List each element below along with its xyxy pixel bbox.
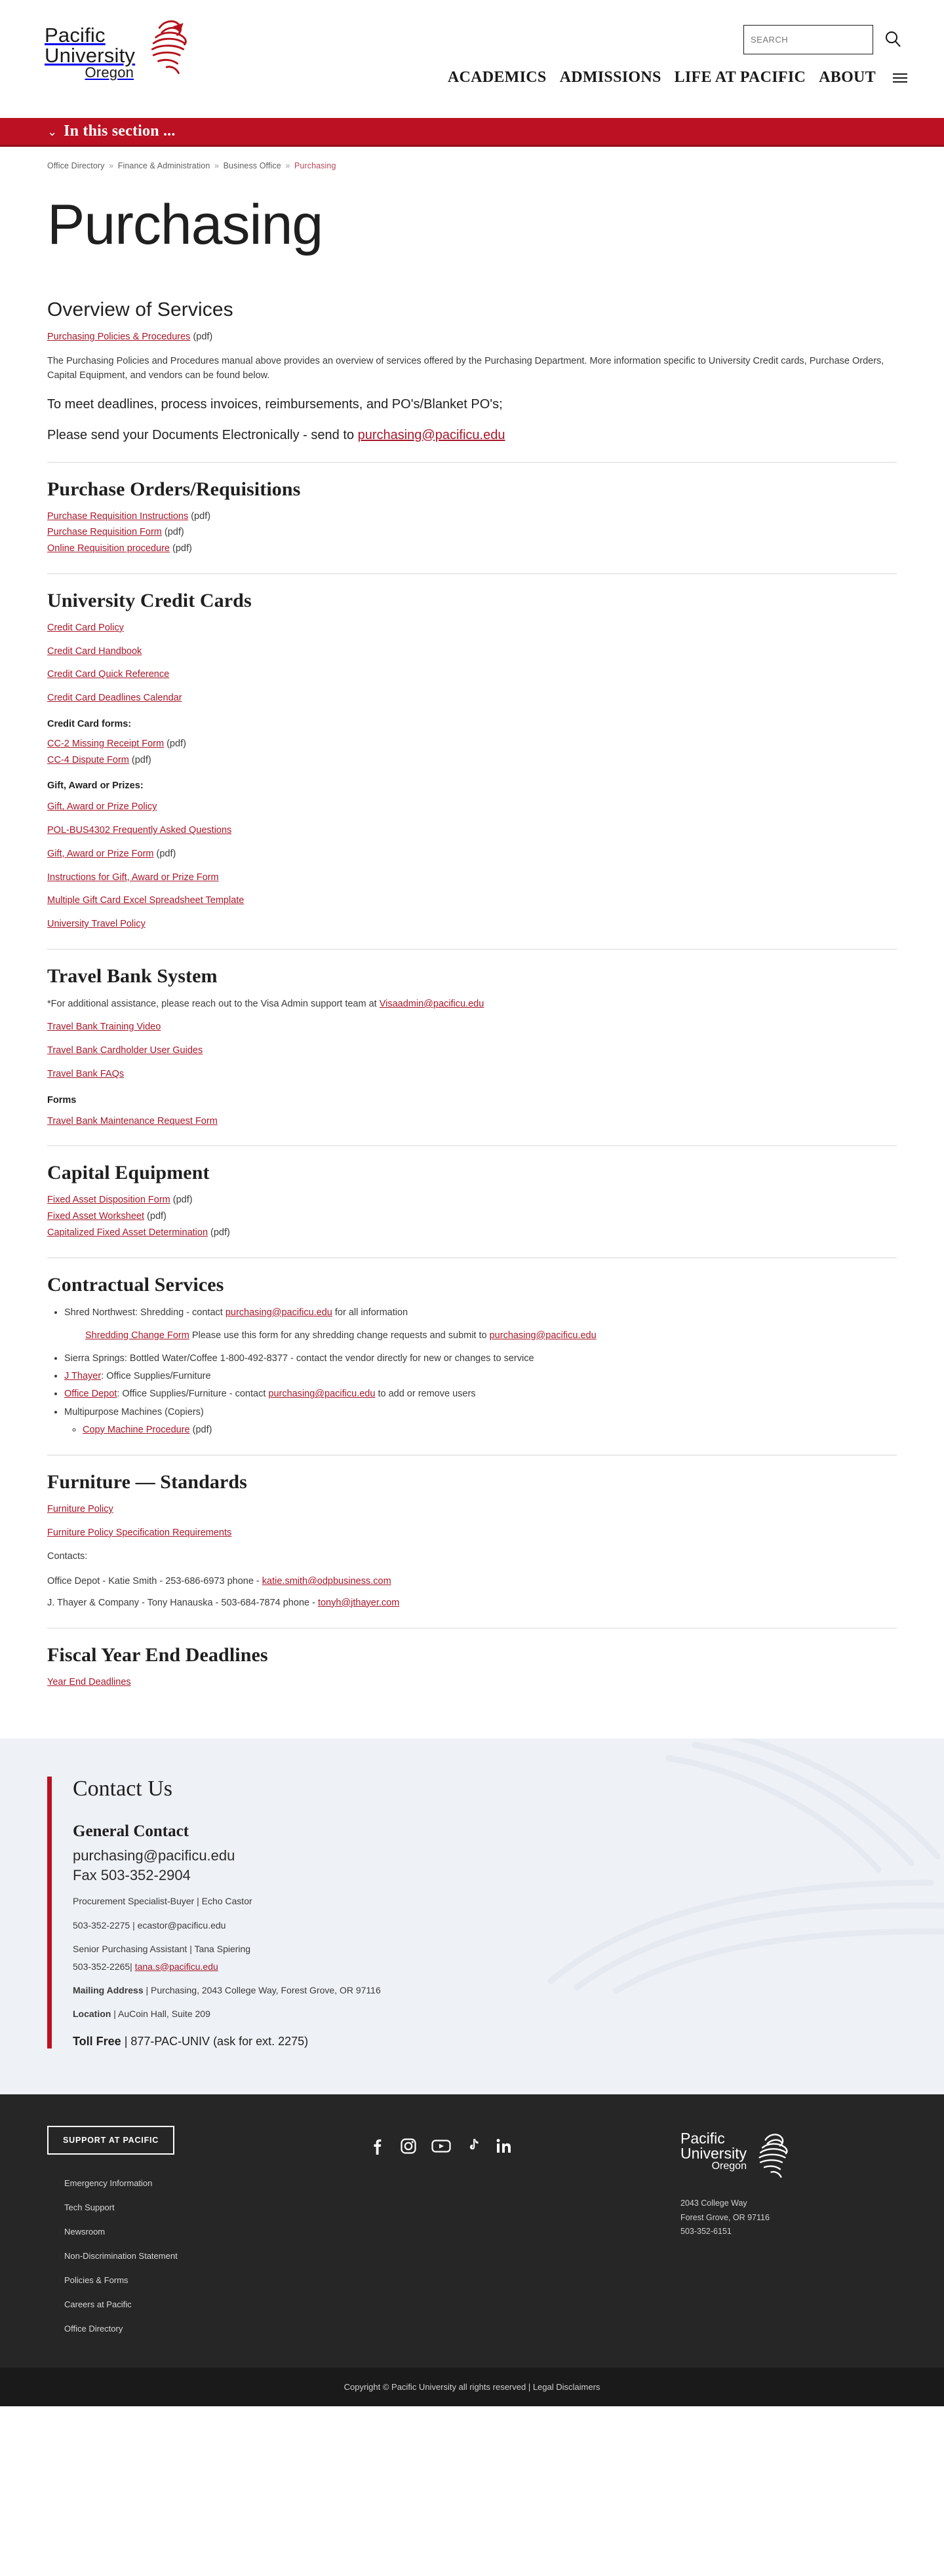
copyright-text: Copyright © Pacific University all rights reserved | — [344, 2381, 533, 2392]
overview-paragraph: The Purchasing Policies and Procedures manual above provides an overview of services offered by the Purchasing Department. More information specific to University Credit cards, Purchase Orders, Capital Equipment, and vendors can be found below. — [47, 355, 884, 381]
section-contractual-services — [47, 1274, 897, 1455]
link-shredding-change-form[interactable]: Shredding Change Form — [85, 1330, 189, 1341]
logo-line-1: Pacific — [45, 24, 106, 47]
linkedin-icon[interactable] — [496, 2138, 513, 2158]
social-links — [329, 2138, 680, 2158]
link-suffix: (pdf) — [188, 510, 211, 522]
copier-sublist — [83, 1423, 897, 1438]
link-row — [47, 526, 897, 540]
footer-link-policies-forms[interactable]: Policies & Forms — [64, 2275, 128, 2285]
contact-role-2: Senior Purchasing Assistant | Tana Spiering — [73, 1944, 251, 1955]
link-row — [47, 330, 897, 345]
copyright-bar — [0, 2368, 944, 2406]
j-thayer-suffix: : Office Supplies/Furniture — [101, 1371, 211, 1382]
link-purchasing-policies-procedures[interactable]: Purchasing Policies & Procedures — [47, 332, 191, 342]
link-purchasing-email-shred[interactable]: purchasing@pacificu.edu — [225, 1307, 332, 1318]
link-tony-hanauska-email[interactable]: tonyh@jthayer.com — [317, 1597, 400, 1608]
overview-lead-2-prefix: Please send your Documents Electronically - send to — [47, 427, 358, 442]
nav-item-about[interactable]: ABOUT — [819, 69, 876, 86]
footer-wordmark — [680, 2131, 747, 2172]
link-row — [47, 847, 897, 862]
location — [73, 2007, 637, 2021]
contact-prefix: Office Depot - Katie Smith - 253-686-6973 phone - — [47, 1575, 262, 1586]
link-suffix: (pdf) — [189, 1424, 212, 1435]
link-row — [47, 1115, 897, 1129]
multipurpose-machines-label: Multipurpose Machines (Copiers) — [64, 1406, 204, 1417]
contact-us-inner — [47, 1777, 637, 2048]
link-row — [47, 1503, 897, 1517]
list-item — [64, 1369, 897, 1384]
logo-line-3: Oregon — [85, 64, 134, 81]
link-row — [47, 691, 897, 706]
facebook-icon[interactable] — [368, 2138, 385, 2158]
link-suffix: (pdf) — [190, 332, 213, 342]
contact-email[interactable]: purchasing@pacificu.edu — [73, 1847, 235, 1864]
overview-lead-2 — [47, 426, 897, 445]
search-input[interactable] — [744, 26, 873, 54]
link-credit-card-deadlines-calendar[interactable]: Credit Card Deadlines Calendar — [47, 693, 182, 704]
footer-logo-line-1: Pacific — [680, 2129, 725, 2147]
link-suffix: (pdf) — [164, 738, 186, 749]
location-value: | AuCoin Hall, Suite 209 — [111, 2009, 210, 2020]
nav-item-admissions[interactable]: ADMISSIONS — [559, 69, 661, 86]
link-travel-bank-training-video[interactable]: Travel Bank Training Video — [47, 1022, 161, 1033]
link-row — [47, 1044, 897, 1058]
contact-role-1: Procurement Specialist-Buyer | Echo Castor — [73, 1896, 252, 1907]
footer-link-newsroom[interactable]: Newsroom — [64, 2226, 106, 2237]
office-depot-suffix: to add or remove users — [375, 1389, 476, 1400]
link-gift-award-prize-form[interactable]: Gift, Award or Prize Form — [47, 848, 154, 859]
footer-right-column — [680, 2126, 897, 2240]
heading-university-credit-cards: University Credit Cards — [47, 589, 252, 611]
link-university-travel-policy[interactable]: University Travel Policy — [47, 919, 146, 930]
link-tana-spiering-email[interactable]: tana.s@pacificu.edu — [134, 1961, 218, 1972]
heading-contractual-services: Contractual Services — [47, 1273, 224, 1296]
breadcrumb-item-finance-administration[interactable]: Finance & Administration — [117, 161, 210, 170]
section-purchase-orders — [47, 478, 897, 574]
site-footer — [0, 2094, 944, 2368]
contractual-services-list — [64, 1305, 897, 1438]
link-row — [47, 871, 897, 885]
footer-link-tech-support[interactable]: Tech Support — [64, 2202, 115, 2212]
heading-overview-of-services: Overview of Services — [47, 299, 233, 320]
link-row — [47, 800, 897, 815]
link-office-depot[interactable]: Office Depot — [64, 1389, 117, 1400]
list-item — [64, 1387, 897, 1402]
breadcrumb-item-purchasing: Purchasing — [294, 161, 336, 170]
list-item — [83, 1423, 897, 1438]
link-credit-card-handbook[interactable]: Credit Card Handbook — [47, 645, 142, 657]
link-row — [47, 1020, 897, 1035]
link-suffix: (pdf) — [170, 543, 192, 554]
footer-link-non-discrimination-statement[interactable]: Non-Discrimination Statement — [64, 2250, 178, 2261]
link-row — [47, 754, 897, 768]
footer-logo — [680, 2131, 897, 2185]
link-purchasing-email-shredding[interactable]: purchasing@pacificu.edu — [489, 1330, 597, 1341]
travel-bank-note — [47, 997, 897, 1011]
furniture-contacts-label: Contacts: — [47, 1551, 88, 1562]
mailing-address-label: Mailing Address — [73, 1984, 144, 1995]
breadcrumb-item-business-office[interactable]: Business Office — [223, 161, 281, 170]
link-row — [47, 510, 897, 524]
link-purchase-requisition-instructions[interactable]: Purchase Requisition Instructions — [47, 510, 189, 522]
support-at-pacific-button[interactable]: SUPPORT AT PACIFIC — [47, 2126, 174, 2155]
link-year-end-deadlines[interactable]: Year End Deadlines — [47, 1677, 131, 1688]
breadcrumb-separator: » — [109, 161, 114, 170]
divider — [47, 949, 897, 950]
list-item — [64, 1305, 897, 1343]
footer-grid — [47, 2126, 897, 2348]
footer-social-column — [329, 2126, 680, 2158]
section-travel-bank-system — [47, 965, 897, 1146]
link-purchasing-email[interactable]: purchasing@pacificu.edu — [357, 427, 505, 442]
chevron-down-icon: ⌄ — [47, 125, 58, 138]
list-item — [64, 1405, 897, 1438]
nav-item-academics[interactable]: ACADEMICS — [447, 69, 547, 86]
search-icon — [883, 29, 903, 48]
legal-disclaimers-link[interactable]: Legal Disclaimers — [532, 2381, 600, 2392]
footer-boxer-mascot-logo-icon — [747, 2131, 798, 2185]
link-row — [47, 1067, 897, 1082]
section-overview-of-services — [47, 299, 897, 463]
section-furniture-standards — [47, 1471, 897, 1628]
link-purchasing-email-office-depot[interactable]: purchasing@pacificu.edu — [268, 1389, 376, 1400]
link-row — [47, 737, 897, 752]
logo-wordmark — [45, 25, 135, 80]
list-item: • Sierra Springs: Bottled Water/Coffee 1-800-492-8377 - contact the vendor directly for new or changes to service — [64, 1351, 897, 1366]
link-row — [47, 824, 897, 838]
section-capital-equipment — [47, 1162, 897, 1258]
shredding-change-text: Please use this form for any shredding change requests and submit to — [189, 1330, 490, 1341]
breadcrumb — [0, 147, 944, 170]
link-suffix: (pdf) — [128, 754, 151, 765]
furniture-contact-j-thayer — [47, 1595, 897, 1611]
link-suffix: (pdf) — [170, 1195, 193, 1206]
link-pol-bus4302-faq[interactable]: POL-BUS4302 Frequently Asked Questions — [47, 825, 232, 836]
toll-free-value: | 877-PAC-UNIV (ask for ext. 2275) — [121, 2034, 309, 2048]
link-multiple-gift-card-template[interactable]: Multiple Gift Card Excel Spreadsheet Template — [47, 895, 245, 906]
footer-address-line-1: 2043 College Way — [680, 2198, 747, 2208]
heading-fiscal-year-end-deadlines: Fiscal Year End Deadlines — [47, 1644, 268, 1666]
nav-item-life-at-pacific[interactable]: LIFE AT PACIFIC — [674, 69, 806, 86]
search-box[interactable] — [743, 25, 873, 54]
site-logo[interactable] — [45, 25, 198, 83]
link-furniture-policy[interactable]: Furniture Policy — [47, 1503, 113, 1514]
tiktok-icon[interactable] — [465, 2138, 481, 2158]
instagram-icon[interactable] — [400, 2138, 417, 2158]
toll-free-label: Toll Free — [73, 2034, 121, 2048]
main-navigation — [448, 69, 907, 87]
search-submit-button[interactable] — [881, 28, 905, 51]
general-contact-heading: General Contact — [73, 1822, 189, 1840]
footer-link-emergency-information[interactable]: Emergency Information — [64, 2178, 153, 2188]
link-fixed-asset-worksheet[interactable]: Fixed Asset Worksheet — [47, 1211, 145, 1222]
link-suffix: (pdf) — [153, 848, 176, 859]
link-row — [47, 645, 897, 659]
contact-prefix: J. Thayer & Company - Tony Hanauska - 503-684-7874 phone - — [47, 1597, 318, 1608]
divider — [47, 462, 897, 463]
footer-link-careers-at-pacific[interactable]: Careers at Pacific — [64, 2299, 132, 2309]
link-capitalized-fixed-asset-determination[interactable]: Capitalized Fixed Asset Determination — [47, 1227, 208, 1238]
link-suffix: (pdf) — [208, 1227, 230, 1238]
link-cc2-missing-receipt-form[interactable]: CC-2 Missing Receipt Form — [47, 738, 165, 749]
breadcrumb-item-office-directory[interactable]: Office Directory — [47, 161, 105, 170]
in-this-section-bar[interactable] — [0, 118, 944, 147]
link-j-thayer[interactable]: J Thayer — [64, 1371, 102, 1382]
location-label: Location — [73, 2009, 111, 2020]
link-katie-smith-email[interactable]: katie.smith@odpbusiness.com — [262, 1575, 391, 1586]
footer-links — [47, 2178, 329, 2334]
subheading-credit-card-forms: Credit Card forms: — [47, 718, 132, 729]
office-depot-mid: : Office Supplies/Furniture - contact — [117, 1389, 269, 1400]
link-fixed-asset-disposition-form[interactable]: Fixed Asset Disposition Form — [47, 1195, 170, 1206]
logo-line-2: University — [45, 44, 136, 67]
section-university-credit-cards — [47, 590, 897, 950]
link-copy-machine-procedure[interactable]: Copy Machine Procedure — [83, 1424, 190, 1435]
link-online-requisition-procedure[interactable]: Online Requisition procedure — [47, 543, 170, 554]
boxer-mascot-logo-icon — [138, 17, 198, 83]
heading-furniture-standards: Furniture — Standards — [47, 1471, 247, 1493]
footer-logo-line-2: University — [680, 2144, 747, 2162]
toll-free — [73, 2035, 637, 2048]
link-visaadmin-email[interactable]: Visaadmin@pacificu.edu — [379, 998, 484, 1009]
link-travel-bank-maintenance-request-form[interactable]: Travel Bank Maintenance Request Form — [47, 1115, 218, 1126]
link-row — [47, 917, 897, 932]
footer-phone: 503-352-6151 — [680, 2227, 732, 2237]
mailing-address-value: | Purchasing, 2043 College Way, Forest Grove, OR 97116 — [143, 1984, 381, 1995]
divider — [47, 573, 897, 574]
furniture-contact-office-depot — [47, 1573, 897, 1590]
contact-role-1-details: 503-352-2275 | ecastor@pacificu.edu — [73, 1919, 226, 1931]
travel-bank-note-prefix: *For additional assistance, please reach out to the Visa Admin support team at — [47, 998, 380, 1009]
link-row — [47, 1193, 897, 1208]
heading-travel-bank-system: Travel Bank System — [47, 965, 218, 987]
in-this-section-label: In this section ... — [64, 123, 176, 140]
link-travel-bank-faqs[interactable]: Travel Bank FAQs — [47, 1068, 125, 1079]
contact-fax: Fax 503-352-2904 — [73, 1866, 191, 1883]
divider — [47, 1145, 897, 1146]
section-fiscal-year-end-deadlines — [47, 1644, 897, 1690]
page-title: Purchasing — [47, 193, 323, 256]
breadcrumb-separator: » — [285, 161, 290, 170]
site-header — [0, 0, 944, 118]
youtube-icon[interactable] — [431, 2138, 451, 2158]
link-gift-award-prize-policy[interactable]: Gift, Award or Prize Policy — [47, 801, 157, 813]
footer-link-office-directory[interactable]: Office Directory — [64, 2323, 123, 2334]
link-row — [47, 621, 897, 636]
link-credit-card-quick-reference[interactable]: Credit Card Quick Reference — [47, 669, 170, 680]
heading-purchase-orders: Purchase Orders/Requisitions — [47, 478, 301, 500]
main-content — [0, 253, 944, 1739]
breadcrumb-separator: » — [214, 161, 220, 170]
heading-capital-equipment: Capital Equipment — [47, 1162, 210, 1184]
shred-northwest-suffix: for all information — [332, 1307, 408, 1318]
link-furniture-policy-specification-requirements[interactable]: Furniture Policy Specification Requirements — [47, 1527, 232, 1538]
link-cc4-dispute-form[interactable]: CC-4 Dispute Form — [47, 754, 129, 765]
link-row — [47, 1676, 897, 1690]
link-purchase-requisition-form[interactable]: Purchase Requisition Form — [47, 527, 162, 538]
link-row — [47, 668, 897, 682]
shred-northwest-prefix: Shred Northwest: Shredding - contact — [64, 1307, 226, 1318]
contact-role-2-phone: 503-352-2265| — [73, 1961, 135, 1972]
link-suffix: (pdf) — [144, 1211, 167, 1222]
link-row — [47, 1210, 897, 1224]
link-travel-bank-cardholder-user-guides[interactable]: Travel Bank Cardholder User Guides — [47, 1045, 203, 1056]
link-suffix: (pdf) — [161, 527, 184, 538]
link-credit-card-policy[interactable]: Credit Card Policy — [47, 622, 124, 633]
contact-us-heading: Contact Us — [73, 1776, 173, 1801]
footer-address-line-2: Forest Grove, OR 97116 — [680, 2212, 770, 2222]
link-instructions-gift-award-prize-form[interactable]: Instructions for Gift, Award or Prize Form — [47, 872, 219, 883]
subheading-travel-bank-forms: Forms — [47, 1094, 77, 1105]
footer-logo-line-3: Oregon — [711, 2160, 747, 2172]
overview-lead-1: To meet deadlines, process invoices, reimbursements, and PO's/Blanket PO's; — [47, 396, 503, 412]
footer-left-column — [47, 2126, 329, 2348]
link-row — [47, 1526, 897, 1541]
hamburger-menu-icon[interactable] — [893, 73, 907, 83]
shredding-change-note — [85, 1328, 897, 1343]
contact-role-2-details — [73, 1959, 637, 1974]
subheading-gift-award-prizes: Gift, Award or Prizes: — [47, 780, 144, 792]
contact-us-panel — [0, 1739, 944, 2094]
mailing-address — [73, 1983, 637, 1997]
link-row — [47, 1226, 897, 1240]
link-row — [47, 542, 897, 556]
link-row — [47, 894, 897, 908]
footer-address — [680, 2197, 897, 2240]
